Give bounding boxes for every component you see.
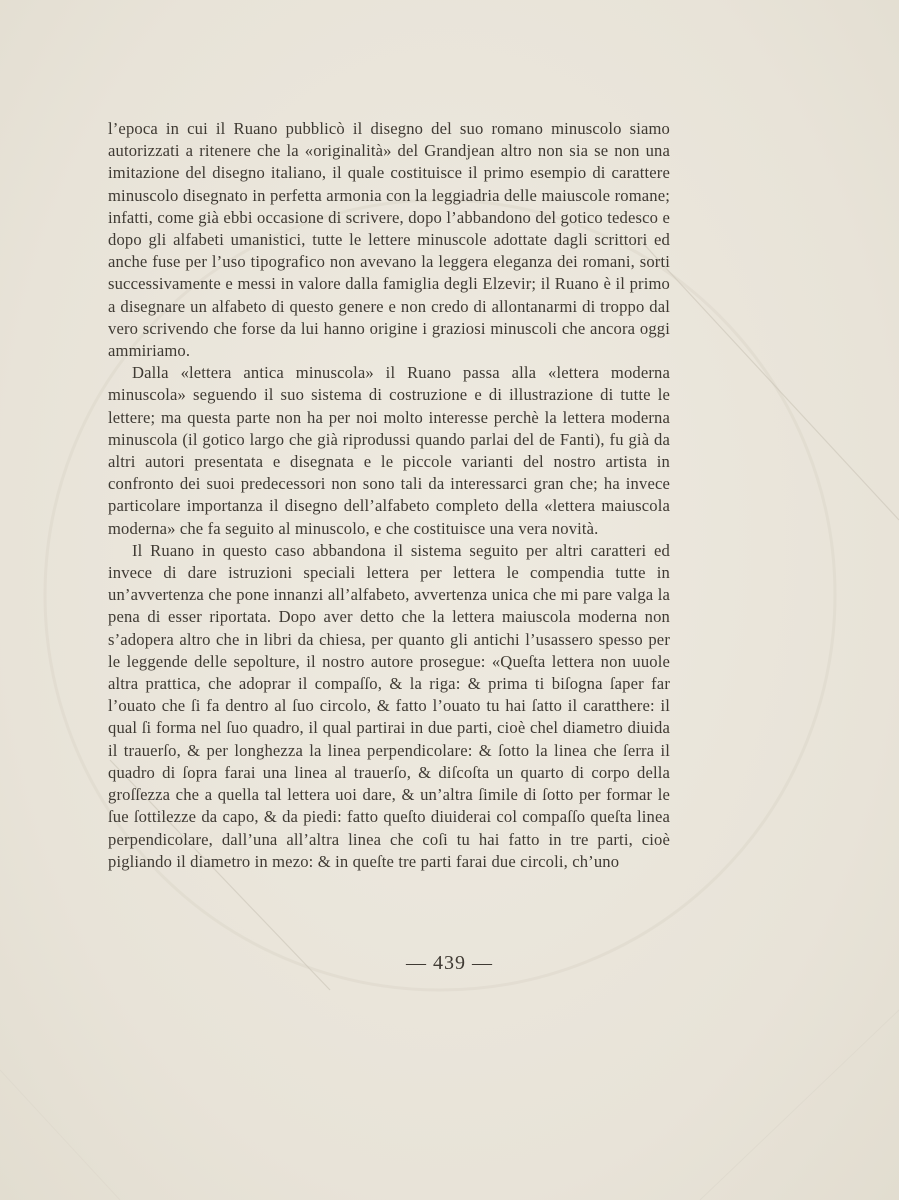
page-number: — 439 — bbox=[406, 952, 493, 974]
paragraph: l’epoca in cui il Ruano pubblicò il disegno del suo romano minuscolo siamo autorizzati a ritenere che la «originalità» del Grandjean altro non sia se non una imitazione del disegno italiano, il quale costituisce il primo esempio di carattere minuscolo disegnato in perfetta armonia con la leggiadria delle maiuscole romane; infatti, come già ebbi occasione di scrivere, dopo l’abbandono del gotico tedesco e dopo gli alfabeti umanistici, tutte le lettere minuscole adottate dagli scrittori ed anche fuse per l’uso tipografico non avevano la leggera eleganza dei romani, sorti successivamente e messi in valore dalla famiglia degli Elzevir; il Ruano è il primo a disegnare un alfabeto di questo genere e non credo di allontanarmi di troppo dal vero scrivendo che forse da lui hanno origine i graziosi minuscoli che ancora oggi ammiriamo. bbox=[108, 119, 670, 361]
watermark-corner-line-2 bbox=[0, 1070, 120, 1200]
watermark-diagonal-line bbox=[640, 240, 899, 520]
paragraph: Dalla «lettera antica minuscola» il Ruano passa alla «lettera moderna minuscola» seguendo il suo sistema di costruzione e di illustrazione di tutte le lettere; ma questa parte non ha per noi molto interesse perchè la lettera moderna minuscola (il gotico largo che già riprodussi quando parlai del de Fanti), fu già da altri autori presentata e disegnata e le piccole varianti del nostro artista in confronto dei suoi predecessori non sono tali da interessarci gran che; ha invece particolare importanza il disegno dell’alfabeto completo della «lettera maiuscola moderna» che fa seguito al minuscolo, e che costituisce una vera novità. bbox=[108, 363, 670, 538]
watermark-corner-line bbox=[700, 1010, 899, 1200]
paragraph: Il Ruano in questo caso abbandona il sistema seguito per altri caratteri ed invece di dare istruzioni speciali lettera per lettera le compendia tutte in un’avvertenza che pone innanzi all’alfabeto, avvertenza unica che mi pare valga la pena di esser riportata. Dopo aver detto che la lettera maiuscola moderna non s’adopera altro che in libri da chiesa, per quanto gli antichi l’usassero spesso per le leggende delle sepolture, il nostro autore prosegue: «Queſta lettera non uuole altra prattica, che adoprar il compaſſo, & la riga: & prima ti biſogna ſaper far l’ouato che ſi fa dentro al ſuo circolo, & fatto l’ouato tu hai ſatto il caratthere: il qual ſi forma nel ſuo quadro, il qual partirai in due parti, cioè chel diametro diuida il trauerſo, & per longhezza la linea perpendicolare: & ſotto la linea che ſerra il quadro di ſopra farai una linea al trauerſo, & diſcoſta un quarto di corpo della groſſezza che a quella tal lettera uoi dare, & un’altra ſimile di ſotto per formar le ſue ſottilezze da capo, & da piedi: fatto queſto diuiderai col compaſſo queſta linea perpendicolare, dall’una all’altra linea che coſi tu hai fatto in tre parti, cioè pigliando il diametro in mezo: & in queſte tre parti farai due circoli, ch’uno bbox=[108, 540, 670, 871]
body-text bbox=[108, 118, 670, 873]
